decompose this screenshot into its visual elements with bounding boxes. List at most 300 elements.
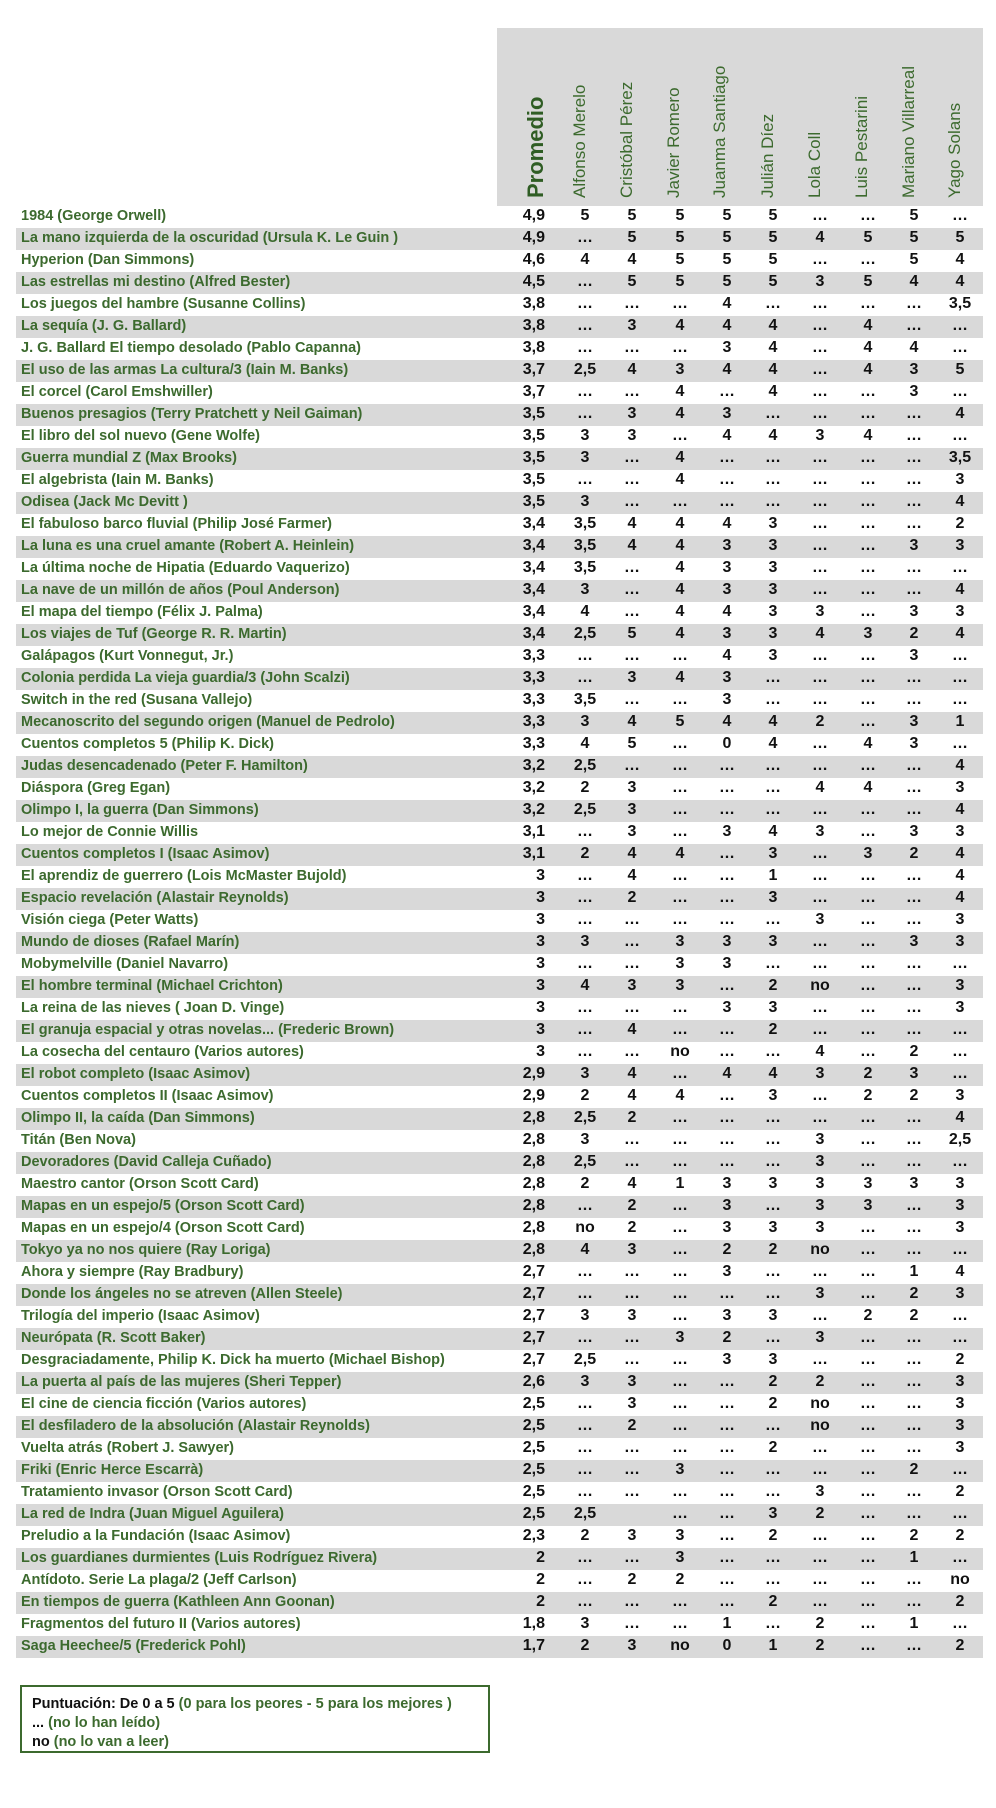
reviewer-score: …	[765, 801, 781, 818]
average-score: 3,7	[522, 383, 545, 400]
reviewer-score: 3	[722, 1263, 732, 1280]
reviewer-score: 5	[722, 207, 732, 224]
reviewer-score: …	[860, 207, 876, 224]
reviewer-score: …	[812, 1461, 828, 1478]
reviewer-score: 4	[955, 405, 965, 422]
reviewer-score: …	[672, 647, 688, 664]
reviewer-score: 2	[909, 1043, 919, 1060]
reviewer-score: 2,5	[573, 757, 597, 774]
reviewer-score: 4	[909, 339, 919, 356]
reviewer-score: 3	[955, 1373, 965, 1390]
reviewer-score: …	[906, 911, 922, 928]
reviewer-score: …	[577, 1549, 593, 1566]
reviewer-score: …	[719, 1527, 735, 1544]
reviewer-score: 3	[768, 559, 778, 576]
average-score: 2	[536, 1549, 545, 1566]
reviewer-score: …	[952, 1043, 968, 1060]
reviewer-score: …	[577, 295, 593, 312]
reviewer-score: 3	[955, 999, 965, 1016]
book-title: Antídoto. Serie La plaga/2 (Jeff Carlson)	[21, 1572, 297, 1588]
reviewer-score: …	[577, 1571, 593, 1588]
reviewer-score: 3	[768, 933, 778, 950]
reviewer-score: 5	[627, 735, 637, 752]
reviewer-score: …	[952, 669, 968, 686]
reviewer-score: …	[860, 1549, 876, 1566]
reviewer-score: …	[577, 1329, 593, 1346]
reviewer-score: 3	[722, 691, 732, 708]
table-row	[16, 250, 983, 272]
reviewer-score: …	[624, 581, 640, 598]
reviewer-score: …	[860, 295, 876, 312]
reviewer-score: …	[672, 1417, 688, 1434]
reviewer-score: …	[812, 1593, 828, 1610]
reviewer-score: 3	[815, 1131, 825, 1148]
reviewer-score: 2	[722, 1329, 732, 1346]
reviewer-score: …	[577, 867, 593, 884]
reviewer-score: …	[719, 845, 735, 862]
reviewer-score: 2	[955, 1527, 965, 1544]
legend-scale-desc: (0 para los peores - 5 para los mejores )	[178, 1696, 452, 1712]
reviewer-score: 4	[768, 317, 778, 334]
reviewer-score: 2	[627, 1571, 637, 1588]
table-row	[16, 536, 983, 558]
table-row	[16, 1504, 983, 1526]
reviewer-score: 3	[815, 823, 825, 840]
reviewer-score: 4	[955, 625, 965, 642]
reviewer-score: 5	[627, 207, 637, 224]
reviewer-score: …	[906, 867, 922, 884]
reviewer-score: …	[719, 1109, 735, 1126]
reviewer-score: 4	[863, 339, 873, 356]
average-score: 3,3	[522, 647, 545, 664]
reviewer-score: 4	[627, 1021, 637, 1038]
reviewer-score: …	[577, 383, 593, 400]
reviewer-score: 4	[722, 713, 732, 730]
reviewer-score: no	[810, 1241, 830, 1258]
reviewer-score: 3	[815, 1285, 825, 1302]
reviewer-score: 1	[909, 1615, 919, 1632]
reviewer-score: …	[952, 383, 968, 400]
reviewer-score: …	[812, 317, 828, 334]
reviewer-score: …	[719, 383, 735, 400]
book-title: Visión ciega (Peter Watts)	[21, 912, 199, 928]
book-title: Mapas en un espejo/4 (Orson Scott Card)	[21, 1220, 305, 1236]
legend-line-3	[32, 1733, 478, 1752]
average-score: 3	[536, 1021, 545, 1038]
reviewer-score: …	[719, 1021, 735, 1038]
reviewer-score: 4	[675, 669, 685, 686]
book-title: Los juegos del hambre (Susanne Collins)	[21, 296, 306, 312]
reviewer-score: 4	[675, 845, 685, 862]
reviewer-score: 3	[722, 669, 732, 686]
table-row	[16, 1306, 983, 1328]
reviewer-score: 5	[909, 207, 919, 224]
reviewer-score: …	[672, 1263, 688, 1280]
reviewer-score: …	[719, 1153, 735, 1170]
table-row	[16, 294, 983, 316]
reviewer-score: 3	[580, 933, 590, 950]
average-score: 3,5	[522, 405, 545, 422]
table-row	[16, 1460, 983, 1482]
reviewer-score: 3	[768, 537, 778, 554]
reviewer-score: 3	[955, 1285, 965, 1302]
average-score: 3	[536, 955, 545, 972]
reviewer-score: …	[812, 1087, 828, 1104]
reviewer-score: …	[812, 449, 828, 466]
reviewer-score: 2,5	[573, 1351, 597, 1368]
book-title: Odisea (Jack Mc Devitt )	[21, 494, 188, 510]
reviewer-score: …	[860, 713, 876, 730]
reviewer-score: …	[765, 1615, 781, 1632]
reviewer-score: …	[719, 1417, 735, 1434]
reviewer-score: 3	[627, 823, 637, 840]
book-title: Las estrellas mi destino (Alfred Bester)	[21, 274, 291, 290]
reviewer-score: 4	[768, 427, 778, 444]
reviewer-score: 5	[955, 229, 965, 246]
reviewer-score: 3	[955, 933, 965, 950]
reviewer-score: 3	[909, 713, 919, 730]
reviewer-score: …	[906, 559, 922, 576]
table-row	[16, 206, 983, 228]
reviewer-score: 2,5	[948, 1131, 972, 1148]
table-row	[16, 624, 983, 646]
reviewer-score: …	[624, 1593, 640, 1610]
column-header-reviewer	[935, 158, 996, 198]
reviewer-score: 3	[815, 1065, 825, 1082]
reviewer-score: 3	[815, 1483, 825, 1500]
reviewer-score: …	[577, 955, 593, 972]
reviewer-score: …	[672, 1065, 688, 1082]
reviewer-score: no	[810, 1417, 830, 1434]
average-score: 3,4	[522, 537, 545, 554]
table-row	[16, 492, 983, 514]
reviewer-score: …	[906, 449, 922, 466]
reviewer-score: 3	[955, 977, 965, 994]
average-score: 3,5	[522, 493, 545, 510]
reviewer-score: …	[952, 1065, 968, 1082]
reviewer-score: 5	[768, 207, 778, 224]
reviewer-score: 3	[815, 273, 825, 290]
average-score: 2,5	[522, 1439, 545, 1456]
book-title: Mecanoscrito del segundo origen (Manuel de Pedrolo)	[21, 714, 395, 730]
table-row	[16, 756, 983, 778]
reviewer-score: 4	[580, 1241, 590, 1258]
reviewer-score: 3	[627, 977, 637, 994]
table-row	[16, 272, 983, 294]
reviewer-score: …	[860, 251, 876, 268]
reviewer-score: 4	[815, 1043, 825, 1060]
reviewer-score: 4	[722, 1065, 732, 1082]
reviewer-score: …	[765, 669, 781, 686]
reviewer-score: 4	[768, 735, 778, 752]
reviewer-score: …	[624, 559, 640, 576]
reviewer-score: 3	[627, 405, 637, 422]
book-title: La luna es una cruel amante (Robert A. Heinlein)	[21, 538, 355, 554]
average-score: 2,7	[522, 1351, 545, 1368]
reviewer-score: 4	[909, 273, 919, 290]
legend-box	[20, 1685, 490, 1753]
reviewer-score: …	[765, 1263, 781, 1280]
book-title: Hyperion (Dan Simmons)	[21, 252, 195, 268]
reviewer-score: 3	[815, 911, 825, 928]
reviewer-score: 3	[955, 1417, 965, 1434]
reviewer-score: 3	[675, 1549, 685, 1566]
reviewer-score: 4	[722, 317, 732, 334]
reviewer-score: …	[577, 1417, 593, 1434]
average-score: 4,6	[522, 251, 545, 268]
reviewer-score: …	[812, 735, 828, 752]
legend-line-1	[32, 1695, 478, 1714]
book-title: Desgraciadamente, Philip K. Dick ha muerto (Michael Bishop)	[21, 1352, 445, 1368]
average-score: 2,5	[522, 1395, 545, 1412]
reviewer-score: …	[624, 383, 640, 400]
reviewer-score: 4	[863, 779, 873, 796]
reviewer-score: 3	[909, 537, 919, 554]
reviewer-score: 3	[675, 933, 685, 950]
reviewer-score: 3	[580, 449, 590, 466]
book-title: Olimpo II, la caída (Dan Simmons)	[21, 1110, 255, 1126]
book-title: La última noche de Hipatia (Eduardo Vaquerizo)	[21, 560, 350, 576]
reviewer-score: 3	[815, 603, 825, 620]
legend-line-2	[32, 1714, 478, 1733]
book-title: Titán (Ben Nova)	[21, 1132, 136, 1148]
reviewer-score: 4	[722, 603, 732, 620]
book-title: La red de Indra (Juan Miguel Aguilera)	[21, 1506, 284, 1522]
reviewer-score: …	[812, 471, 828, 488]
reviewer-score: …	[860, 1571, 876, 1588]
book-title: El cine de ciencia ficción (Varios autores)	[21, 1396, 307, 1412]
reviewer-score: …	[577, 1395, 593, 1412]
reviewer-score: 5	[768, 273, 778, 290]
reviewer-score: …	[624, 955, 640, 972]
reviewer-score: …	[906, 515, 922, 532]
table-row	[16, 1284, 983, 1306]
book-title: Preludio a la Fundación (Isaac Asimov)	[21, 1528, 291, 1544]
reviewer-score: 2	[909, 1087, 919, 1104]
average-score: 3,3	[522, 735, 545, 752]
reviewer-score: 3	[909, 647, 919, 664]
reviewer-score: 3	[722, 1197, 732, 1214]
table-row	[16, 1570, 983, 1592]
reviewer-score: 4	[675, 449, 685, 466]
reviewer-score: 4	[675, 581, 685, 598]
reviewer-score: 4	[722, 295, 732, 312]
average-score: 2,5	[522, 1483, 545, 1500]
table-row	[16, 360, 983, 382]
reviewer-score: …	[765, 779, 781, 796]
reviewer-score: …	[906, 1109, 922, 1126]
table-row	[16, 1020, 983, 1042]
reviewer-score: no	[810, 1395, 830, 1412]
reviewer-score: …	[624, 493, 640, 510]
reviewer-score: …	[952, 955, 968, 972]
table-row	[16, 1152, 983, 1174]
reviewer-score: …	[624, 295, 640, 312]
reviewer-score: …	[672, 735, 688, 752]
table-row	[16, 1328, 983, 1350]
reviewer-score: …	[906, 1373, 922, 1390]
reviewer-score: …	[906, 1241, 922, 1258]
table-row	[16, 404, 983, 426]
reviewer-score: …	[812, 691, 828, 708]
table-row	[16, 888, 983, 910]
reviewer-score: 3	[909, 603, 919, 620]
reviewer-score: …	[624, 603, 640, 620]
table-row	[16, 1548, 983, 1570]
reviewer-score: …	[577, 1285, 593, 1302]
reviewer-score: …	[812, 207, 828, 224]
book-title: Mapas en un espejo/5 (Orson Scott Card)	[21, 1198, 305, 1214]
average-score: 3	[536, 933, 545, 950]
reviewer-score: …	[672, 1153, 688, 1170]
reviewer-score: …	[577, 1439, 593, 1456]
reviewer-score: …	[812, 1263, 828, 1280]
average-score: 2,8	[522, 1153, 545, 1170]
table-row	[16, 1438, 983, 1460]
table-row	[16, 712, 983, 734]
reviewer-score: …	[906, 1197, 922, 1214]
average-score: 3,3	[522, 691, 545, 708]
reviewer-score: 5	[768, 229, 778, 246]
reviewer-score: 5	[768, 251, 778, 268]
book-title: La cosecha del centauro (Varios autores)	[21, 1044, 304, 1060]
reviewer-score: …	[906, 999, 922, 1016]
reviewer-score: 0	[722, 1637, 732, 1654]
reviewer-score: …	[719, 449, 735, 466]
reviewer-score: …	[860, 955, 876, 972]
book-title: Los viajes de Tuf (George R. R. Martin)	[21, 626, 287, 642]
reviewer-score: 2	[768, 1395, 778, 1412]
reviewer-score: 4	[580, 735, 590, 752]
reviewer-score: …	[765, 1417, 781, 1434]
reviewer-score: 2	[627, 1197, 637, 1214]
reviewer-score: 3	[909, 933, 919, 950]
table-row	[16, 1592, 983, 1614]
reviewer-score: …	[812, 1439, 828, 1456]
reviewer-score: …	[672, 1615, 688, 1632]
reviewer-score: …	[672, 779, 688, 796]
reviewer-score: 4	[768, 1065, 778, 1082]
reviewer-score: …	[860, 405, 876, 422]
reviewer-score: …	[577, 1043, 593, 1060]
book-title: Cuentos completos 5 (Philip K. Dick)	[21, 736, 274, 752]
reviewer-score: no	[670, 1043, 690, 1060]
book-title: El granuja espacial y otras novelas... (Frederic Brown)	[21, 1022, 395, 1038]
reviewer-score: no	[575, 1219, 595, 1236]
reviewer-score: …	[624, 757, 640, 774]
table-row	[16, 800, 983, 822]
reviewer-score: 2	[580, 1637, 590, 1654]
reviewer-score: …	[719, 779, 735, 796]
reviewer-score: …	[860, 1241, 876, 1258]
reviewer-score: 2	[580, 1087, 590, 1104]
table-row	[16, 668, 983, 690]
reviewer-score: 3	[768, 1307, 778, 1324]
reviewer-score: …	[812, 251, 828, 268]
reviewer-score: …	[672, 1395, 688, 1412]
reviewer-score: 3	[722, 955, 732, 972]
reviewer-score: …	[952, 1615, 968, 1632]
reviewer-score: 3	[627, 1373, 637, 1390]
reviewer-score: …	[812, 405, 828, 422]
reviewer-score: …	[765, 1571, 781, 1588]
reviewer-score: 2	[580, 1175, 590, 1192]
reviewer-score: …	[952, 559, 968, 576]
reviewer-score: …	[765, 295, 781, 312]
reviewer-score: …	[860, 1483, 876, 1500]
reviewer-score: 3	[627, 1395, 637, 1412]
reviewer-score: 2	[768, 1593, 778, 1610]
book-title: El mapa del tiempo (Félix J. Palma)	[21, 604, 263, 620]
reviewer-score: …	[672, 911, 688, 928]
reviewer-score: …	[672, 1593, 688, 1610]
reviewer-score: 3	[580, 1131, 590, 1148]
reviewer-score: …	[812, 295, 828, 312]
average-score: 3,8	[522, 317, 545, 334]
reviewer-score: …	[672, 867, 688, 884]
reviewer-score: …	[719, 1505, 735, 1522]
reviewer-score: …	[719, 867, 735, 884]
table-row	[16, 316, 983, 338]
reviewer-score: 1	[909, 1263, 919, 1280]
average-score: 4,9	[522, 207, 545, 224]
legend-dots-label: ...	[32, 1715, 49, 1731]
reviewer-score: …	[765, 1131, 781, 1148]
book-title: Donde los ángeles no se atreven (Allen Steele)	[21, 1286, 343, 1302]
book-title: La puerta al país de las mujeres (Sheri Tepper)	[21, 1374, 342, 1390]
reviewer-score: …	[577, 669, 593, 686]
reviewer-score: 3	[627, 779, 637, 796]
average-score: 3,2	[522, 779, 545, 796]
reviewer-score: 3	[722, 1351, 732, 1368]
reviewer-score: …	[812, 1307, 828, 1324]
reviewer-score: …	[812, 1571, 828, 1588]
reviewer-score: …	[672, 823, 688, 840]
reviewer-score: …	[672, 1285, 688, 1302]
average-score: 1,7	[522, 1637, 545, 1654]
reviewer-score: 3	[909, 735, 919, 752]
reviewer-score: …	[577, 911, 593, 928]
book-title: J. G. Ballard El tiempo desolado (Pablo Capanna)	[21, 340, 362, 356]
reviewer-score: …	[577, 823, 593, 840]
reviewer-score: …	[860, 647, 876, 664]
reviewer-score: …	[672, 1505, 688, 1522]
book-title: Judas desencadenado (Peter F. Hamilton)	[21, 758, 308, 774]
reviewer-score: 3	[580, 1307, 590, 1324]
reviewer-score: 3	[815, 1219, 825, 1236]
reviewer-score: …	[719, 1593, 735, 1610]
reviewer-score: …	[624, 647, 640, 664]
table-row	[16, 734, 983, 756]
reviewer-score: 2,5	[573, 625, 597, 642]
reviewer-score: …	[672, 493, 688, 510]
book-title: Saga Heechee/5 (Frederick Pohl)	[21, 1638, 246, 1654]
reviewer-score: 2	[909, 625, 919, 642]
reviewer-score: 3	[627, 1637, 637, 1654]
reviewer-score: 3,5	[573, 691, 597, 708]
reviewer-score: 3	[768, 1219, 778, 1236]
reviewer-score: 2	[768, 1241, 778, 1258]
book-title: El robot completo (Isaac Asimov)	[21, 1066, 251, 1082]
reviewer-score: 2	[580, 845, 590, 862]
reviewer-score: …	[860, 1263, 876, 1280]
reviewer-score: …	[672, 1219, 688, 1236]
reviewer-score: 3	[955, 471, 965, 488]
book-title: El uso de las armas La cultura/3 (Iain M. Banks)	[21, 362, 349, 378]
reviewer-score: 2	[909, 1307, 919, 1324]
reviewer-score: …	[577, 1197, 593, 1214]
reviewer-score: 4	[675, 603, 685, 620]
